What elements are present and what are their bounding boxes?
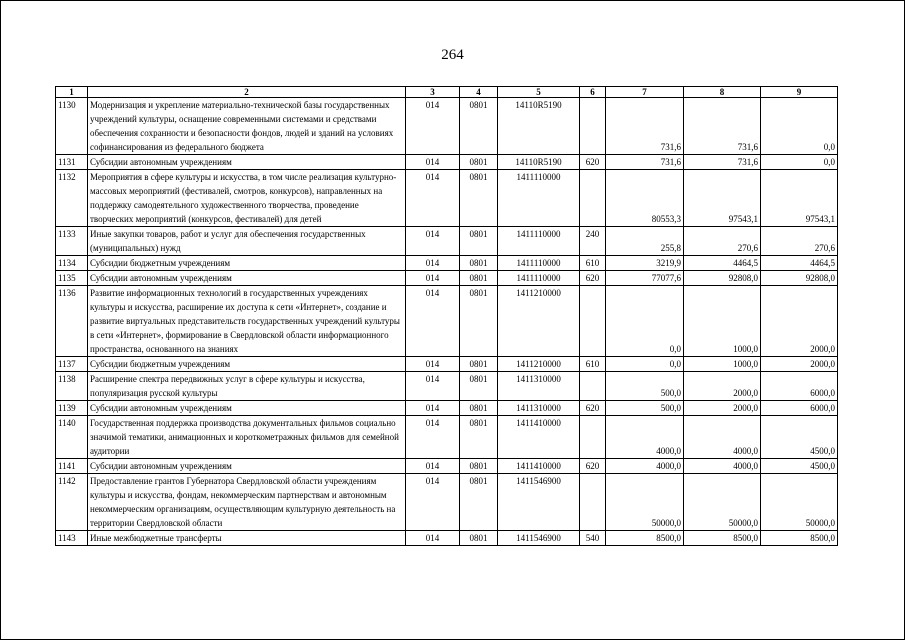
target-article-code: 14110R5190	[498, 155, 580, 170]
section-code: 0801	[460, 227, 498, 256]
ministry-code: 014	[406, 416, 460, 459]
page-number: 264	[441, 47, 464, 63]
row-number: 1131	[56, 155, 88, 170]
row-description: Развитие информационных технологий в государственных учреждениях культуры и искусства, расширение их доступа к сети «Интернет», создание и развитие виртуальных представительств государственных учреждений культуры в сети «Интернет», формирование в Свердловской области информационного пространства, основанного на знаниях	[88, 286, 406, 357]
amount-col-8: 1000,0	[684, 286, 761, 357]
expense-type-code	[580, 170, 606, 227]
row-description: Субсидии автономным учреждениям	[88, 155, 406, 170]
table-row	[56, 474, 838, 531]
amount-col-8: 2000,0	[684, 372, 761, 401]
expense-type-code: 620	[580, 401, 606, 416]
row-number: 1138	[56, 372, 88, 401]
amount-col-9: 8500,0	[761, 531, 838, 546]
amount-col-8: 4000,0	[684, 416, 761, 459]
row-number: 1142	[56, 474, 88, 531]
ministry-code: 014	[406, 271, 460, 286]
row-description: Мероприятия в сфере культуры и искусства, в том числе реализация культурно-массовых мероприятий (фестивалей, смотров, конкурсов), направленных на поддержку самодеятельного художественного творчества, проведение творческих мероприятий (конкурсов, фестивалей) для детей	[88, 170, 406, 227]
ministry-code: 014	[406, 357, 460, 372]
table-row	[56, 256, 838, 271]
expense-type-code: 620	[580, 155, 606, 170]
header-cell: 7	[606, 87, 684, 98]
row-description: Субсидии автономным учреждениям	[88, 401, 406, 416]
section-code: 0801	[460, 271, 498, 286]
row-number: 1140	[56, 416, 88, 459]
target-article-code: 1411110000	[498, 170, 580, 227]
amount-col-9: 4500,0	[761, 459, 838, 474]
table-row	[56, 271, 838, 286]
ministry-code: 014	[406, 155, 460, 170]
row-number: 1134	[56, 256, 88, 271]
amount-col-9: 0,0	[761, 155, 838, 170]
amount-col-8: 50000,0	[684, 474, 761, 531]
amount-col-9: 6000,0	[761, 401, 838, 416]
amount-col-7: 731,6	[606, 98, 684, 155]
amount-col-7: 500,0	[606, 372, 684, 401]
target-article-code: 14110R5190	[498, 98, 580, 155]
amount-col-9: 2000,0	[761, 357, 838, 372]
amount-col-8: 4464,5	[684, 256, 761, 271]
expense-type-code	[580, 286, 606, 357]
row-description: Иные межбюджетные трансферты	[88, 531, 406, 546]
expense-type-code: 240	[580, 227, 606, 256]
amount-col-8: 731,6	[684, 155, 761, 170]
amount-col-8: 8500,0	[684, 531, 761, 546]
row-description: Предоставление грантов Губернатора Свердловской области учреждениям культуры и искусства, фондам, некоммерческим партнерствам и автономным некоммерческим организациям, осуществляющим культурную деятельность на территории Свердловской области	[88, 474, 406, 531]
target-article-code: 1411410000	[498, 459, 580, 474]
amount-col-9: 92808,0	[761, 271, 838, 286]
amount-col-8: 1000,0	[684, 357, 761, 372]
amount-col-7: 500,0	[606, 401, 684, 416]
target-article-code: 1411210000	[498, 286, 580, 357]
header-row	[56, 87, 838, 98]
expense-type-code: 610	[580, 357, 606, 372]
amount-col-9: 270,6	[761, 227, 838, 256]
section-code: 0801	[460, 372, 498, 401]
amount-col-7: 731,6	[606, 155, 684, 170]
row-description: Государственная поддержка производства документальных фильмов социально значимой тематики, анимационных и короткометражных фильмов для семейной аудитории	[88, 416, 406, 459]
expense-type-code: 610	[580, 256, 606, 271]
ministry-code: 014	[406, 227, 460, 256]
amount-col-7: 8500,0	[606, 531, 684, 546]
amount-col-7: 4000,0	[606, 416, 684, 459]
table-row	[56, 416, 838, 459]
row-number: 1141	[56, 459, 88, 474]
amount-col-9: 2000,0	[761, 286, 838, 357]
row-description: Иные закупки товаров, работ и услуг для обеспечения государственных (муниципальных) нужд	[88, 227, 406, 256]
expense-type-code	[580, 372, 606, 401]
ministry-code: 014	[406, 256, 460, 271]
table-row	[56, 227, 838, 256]
header-cell: 1	[56, 87, 88, 98]
section-code: 0801	[460, 256, 498, 271]
row-number: 1143	[56, 531, 88, 546]
section-code: 0801	[460, 531, 498, 546]
row-number: 1130	[56, 98, 88, 155]
table-row	[56, 357, 838, 372]
amount-col-7: 80553,3	[606, 170, 684, 227]
target-article-code: 1411110000	[498, 271, 580, 286]
ministry-code: 014	[406, 401, 460, 416]
amount-col-9: 0,0	[761, 98, 838, 155]
target-article-code: 1411310000	[498, 372, 580, 401]
section-code: 0801	[460, 474, 498, 531]
amount-col-9: 97543,1	[761, 170, 838, 227]
row-description: Субсидии автономным учреждениям	[88, 459, 406, 474]
target-article-code: 1411210000	[498, 357, 580, 372]
table-row	[56, 286, 838, 357]
expense-type-code	[580, 416, 606, 459]
amount-col-8: 4000,0	[684, 459, 761, 474]
row-number: 1136	[56, 286, 88, 357]
expense-type-code: 540	[580, 531, 606, 546]
ministry-code: 014	[406, 170, 460, 227]
amount-col-8: 97543,1	[684, 170, 761, 227]
expense-type-code	[580, 98, 606, 155]
table-row	[56, 372, 838, 401]
ministry-code: 014	[406, 372, 460, 401]
target-article-code: 1411310000	[498, 401, 580, 416]
header-cell: 9	[761, 87, 838, 98]
section-code: 0801	[460, 98, 498, 155]
target-article-code: 1411410000	[498, 416, 580, 459]
amount-col-8: 731,6	[684, 98, 761, 155]
row-number: 1133	[56, 227, 88, 256]
amount-col-8: 270,6	[684, 227, 761, 256]
amount-col-7: 4000,0	[606, 459, 684, 474]
ministry-code: 014	[406, 459, 460, 474]
row-description: Субсидии автономным учреждениям	[88, 271, 406, 286]
section-code: 0801	[460, 286, 498, 357]
target-article-code: 1411110000	[498, 227, 580, 256]
table-row	[56, 531, 838, 546]
section-code: 0801	[460, 401, 498, 416]
ministry-code: 014	[406, 286, 460, 357]
ministry-code: 014	[406, 531, 460, 546]
table-row	[56, 155, 838, 170]
amount-col-9: 50000,0	[761, 474, 838, 531]
amount-col-9: 4464,5	[761, 256, 838, 271]
amount-col-7: 0,0	[606, 286, 684, 357]
header-cell: 5	[498, 87, 580, 98]
row-number: 1135	[56, 271, 88, 286]
amount-col-8: 2000,0	[684, 401, 761, 416]
section-code: 0801	[460, 357, 498, 372]
header-cell: 3	[406, 87, 460, 98]
amount-col-8: 92808,0	[684, 271, 761, 286]
amount-col-7: 50000,0	[606, 474, 684, 531]
table-row	[56, 459, 838, 474]
table-row	[56, 401, 838, 416]
row-description: Субсидии бюджетным учреждениям	[88, 256, 406, 271]
amount-col-7: 3219,9	[606, 256, 684, 271]
ministry-code: 014	[406, 474, 460, 531]
target-article-code: 1411546900	[498, 531, 580, 546]
section-code: 0801	[460, 155, 498, 170]
header-cell: 4	[460, 87, 498, 98]
row-description: Субсидии бюджетным учреждениям	[88, 357, 406, 372]
header-cell: 8	[684, 87, 761, 98]
amount-col-7: 0,0	[606, 357, 684, 372]
row-description: Расширение спектра передвижных услуг в сфере культуры и искусства, популяризация русской культуры	[88, 372, 406, 401]
section-code: 0801	[460, 459, 498, 474]
table-row	[56, 170, 838, 227]
row-number: 1139	[56, 401, 88, 416]
amount-col-7: 255,8	[606, 227, 684, 256]
header-cell: 2	[88, 87, 406, 98]
row-number: 1137	[56, 357, 88, 372]
target-article-code: 1411110000	[498, 256, 580, 271]
section-code: 0801	[460, 416, 498, 459]
row-description: Модернизация и укрепление материально-технической базы государственных учреждений культуры, оснащение современными системами и средствами обеспечения сохранности и безопасности фондов, людей и зданий на условиях софинансирования из федерального бюджета	[88, 98, 406, 155]
section-code: 0801	[460, 170, 498, 227]
amount-col-9: 4500,0	[761, 416, 838, 459]
target-article-code: 1411546900	[498, 474, 580, 531]
table-row	[56, 98, 838, 155]
expense-type-code: 620	[580, 459, 606, 474]
row-number: 1132	[56, 170, 88, 227]
budget-table	[55, 86, 838, 546]
expense-type-code: 620	[580, 271, 606, 286]
expense-type-code	[580, 474, 606, 531]
header-cell: 6	[580, 87, 606, 98]
amount-col-9: 6000,0	[761, 372, 838, 401]
ministry-code: 014	[406, 98, 460, 155]
amount-col-7: 77077,6	[606, 271, 684, 286]
